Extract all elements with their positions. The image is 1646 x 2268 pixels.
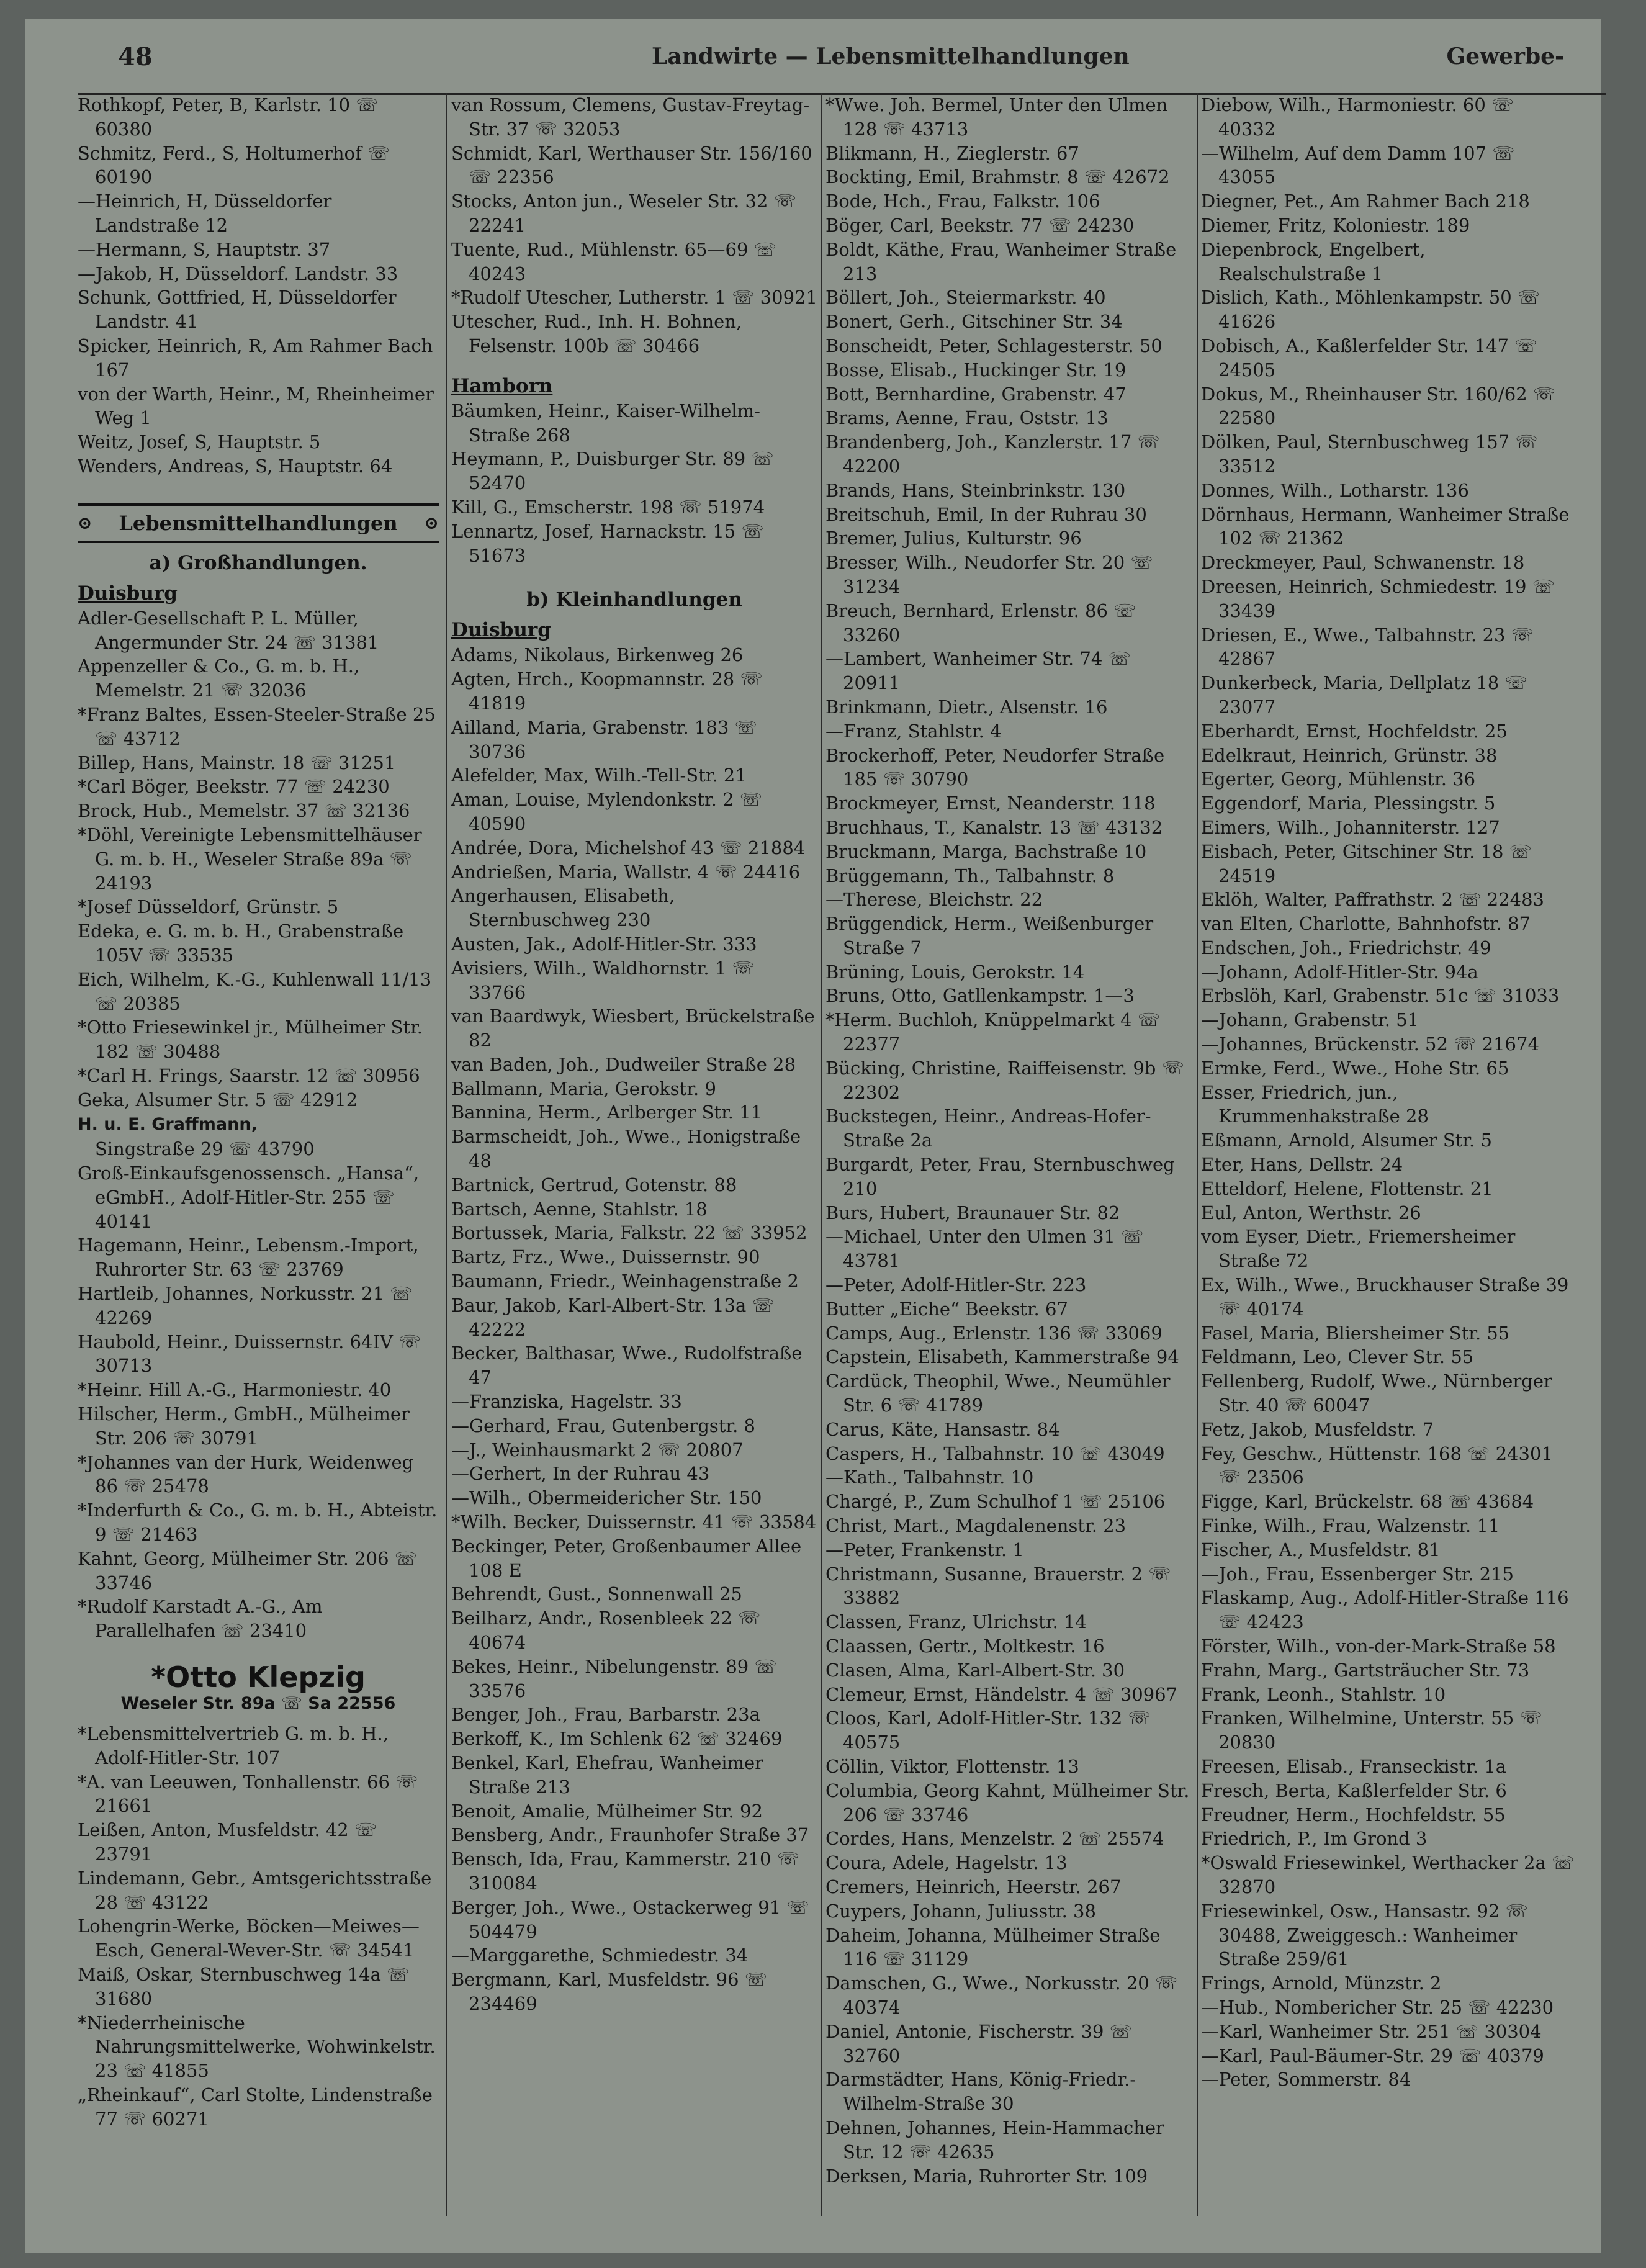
directory-entry: Kahnt, Georg, Mülheimer Str. 206 ☏ 33746 — [78, 1547, 418, 1593]
directory-entry: Ermke, Ferd., Wwe., Hohe Str. 65 — [1201, 1057, 1509, 1079]
entry-graffmann — [78, 1112, 439, 1161]
directory-entry: Lennartz, Josef, Harnackstr. 15 ☏ 51673 — [451, 520, 764, 566]
directory-entry: —Kath., Talbahnstr. 10 — [825, 1467, 1034, 1488]
directory-entry: Berkoff, K., Im Schlenk 62 ☏ 32469 — [451, 1728, 783, 1750]
directory-entry: Behrendt, Gust., Sonnenwall 25 — [451, 1583, 742, 1605]
directory-entry: Hagemann, Heinr., Lebensm.-Import, Ruhrorter Str. 63 ☏ 23769 — [78, 1235, 419, 1280]
directory-entry: Benger, Joh., Frau, Barbarstr. 23a — [451, 1704, 760, 1726]
entry-list — [451, 399, 817, 568]
directory-entry: Egerter, Georg, Mühlenstr. 36 — [1201, 768, 1476, 790]
ad-name: *Otto Klepzig — [151, 1660, 366, 1694]
directory-entry: *Wilh. Becker, Duissernstr. 41 ☏ 33584 — [451, 1511, 817, 1533]
entry-list — [451, 643, 817, 2015]
directory-entry: —Franz, Stahlstr. 4 — [825, 720, 1002, 742]
directory-entry: Breitschuh, Emil, In der Ruhrau 30 — [825, 503, 1147, 525]
directory-entry: —Johann, Grabenstr. 51 — [1201, 1009, 1419, 1031]
column-4 — [1201, 93, 1576, 2216]
directory-entry: Blikmann, H., Zieglerstr. 67 — [825, 142, 1079, 164]
entry-list — [78, 93, 439, 479]
directory-entry: Berger, Joh., Wwe., Ostackerweg 91 ☏ 504479 — [451, 1896, 809, 1942]
directory-entry: Spicker, Heinrich, R, Am Rahmer Bach 167 — [78, 335, 433, 380]
directory-entry: Billep, Hans, Mainstr. 18 ☏ 31251 — [78, 752, 396, 773]
directory-entry: Beilharz, Andr., Rosenbleek 22 ☏ 40674 — [451, 1608, 761, 1654]
subsection-heading: b) Kleinhandlungen — [526, 588, 742, 611]
entry-list — [451, 93, 817, 358]
directory-entry: *Inderfurth & Co., G. m. b. H., Abteistr. 9 ☏ 21463 — [78, 1500, 438, 1546]
column-divider — [821, 93, 822, 2216]
section-title: Lebensmittelhandlungen — [119, 511, 398, 535]
directory-entry: Damschen, G., Wwe., Norkusstr. 20 ☏ 40374 — [825, 1973, 1178, 2018]
directory-entry: —Marggarethe, Schmiedestr. 34 — [451, 1945, 749, 1966]
directory-entry: Brockmeyer, Ernst, Neanderstr. 118 — [825, 793, 1156, 814]
directory-entry: —Hub., Nombericher Str. 25 ☏ 42230 — [1201, 1996, 1554, 2018]
directory-entry: Eggendorf, Maria, Plessingstr. 5 — [1201, 793, 1496, 814]
directory-entry: van Elten, Charlotte, Bahnhofstr. 87 — [1201, 913, 1531, 935]
directory-entry: Benkel, Karl, Ehefrau, Wanheimer Straße 213 — [451, 1752, 764, 1798]
section-heading: ⊙ Lebensmittelhandlungen ⊙ — [78, 503, 439, 543]
directory-entry: Schmitz, Ferd., S, Holtumerhof ☏ 60190 — [78, 142, 390, 188]
directory-entry: Lindemann, Gebr., Amtsgerichtsstraße 28 ☏ 43122 — [78, 1867, 432, 1913]
directory-entry: Derksen, Maria, Ruhrorter Str. 109 — [825, 2165, 1148, 2187]
directory-entry: Becker, Balthasar, Wwe., Rudolfstraße 47 — [451, 1343, 803, 1388]
advertisement — [78, 1660, 439, 1713]
directory-entry: Dörnhaus, Hermann, Wanheimer Straße 102 ☏ 21362 — [1201, 503, 1570, 549]
directory-entry: Franken, Wilhelmine, Unterstr. 55 ☏ 20830 — [1201, 1708, 1542, 1753]
directory-entry: Bortussek, Maria, Falkstr. 22 ☏ 33952 — [451, 1222, 807, 1244]
directory-entry: Camps, Aug., Erlenstr. 136 ☏ 33069 — [825, 1322, 1163, 1344]
page-title: Landwirte — Lebensmittelhandlungen — [652, 43, 1130, 70]
directory-entry: Alefelder, Max, Wilh.-Tell-Str. 21 — [451, 765, 747, 786]
directory-entry: —Johannes, Brückenstr. 52 ☏ 21674 — [1201, 1033, 1539, 1055]
directory-entry: Burs, Hubert, Braunauer Str. 82 — [825, 1202, 1120, 1223]
city-heading: Duisburg — [451, 619, 551, 642]
directory-entry: Bensberg, Andr., Fraunhofer Straße 37 — [451, 1824, 809, 1846]
directory-entry: Bartz, Frz., Wwe., Duissernstr. 90 — [451, 1246, 760, 1268]
directory-entry: Bockting, Emil, Brahmstr. 8 ☏ 42672 — [825, 166, 1170, 188]
directory-entry: —Lambert, Wanheimer Str. 74 ☏ 20911 — [825, 648, 1131, 694]
directory-entry: Brinkmann, Dietr., Alsenstr. 16 — [825, 696, 1108, 718]
directory-entry: Utescher, Rud., Inh. H. Bohnen, Felsenstr. 100b ☏ 30466 — [451, 311, 742, 356]
directory-entry: Freesen, Elisab., Franseckistr. 1a — [1201, 1755, 1507, 1777]
directory-entry: —Wilhelm, Auf dem Damm 107 ☏ 43055 — [1201, 142, 1515, 188]
directory-entry: Appenzeller & Co., G. m. b. H., Memelstr. 21 ☏ 32036 — [78, 655, 360, 701]
directory-entry: Eberhardt, Ernst, Hochfeldstr. 25 — [1201, 720, 1508, 742]
directory-entry: Fellenberg, Rudolf, Wwe., Nürnberger Str. 40 ☏ 60047 — [1201, 1370, 1552, 1416]
directory-entry: Butter „Eiche“ Beekstr. 67 — [825, 1298, 1068, 1320]
entry-list — [78, 1722, 439, 2131]
directory-entry: Dölken, Paul, Sternbuschweg 157 ☏ 33512 — [1201, 431, 1538, 477]
directory-entry: Eisbach, Peter, Gitschiner Str. 18 ☏ 24519 — [1201, 840, 1532, 886]
directory-entry: —Michael, Unter den Ulmen 31 ☏ 43781 — [825, 1226, 1144, 1272]
directory-entry: Cloos, Karl, Adolf-Hitler-Str. 132 ☏ 40575 — [825, 1708, 1151, 1753]
directory-entry: —Karl, Paul-Bäumer-Str. 29 ☏ 40379 — [1201, 2045, 1544, 2066]
directory-entry: Böllert, Joh., Steiermarkstr. 40 — [825, 287, 1106, 308]
directory-entry: Brockerhoff, Peter, Neudorfer Straße 185 ☏ 30790 — [825, 744, 1165, 790]
directory-entry: van Baardwyk, Wiesbert, Brückelstraße 82 — [451, 1006, 815, 1051]
directory-entry: —Gerhard, Frau, Gutenbergstr. 8 — [451, 1415, 755, 1436]
directory-entry: *Rudolf Karstadt A.-G., Am Parallelhafen ☏ 23410 — [78, 1596, 323, 1642]
directory-entry: Feldmann, Leo, Clever Str. 55 — [1201, 1346, 1474, 1368]
directory-entry: *Rudolf Utescher, Lutherstr. 1 ☏ 30921 — [451, 287, 817, 308]
directory-entry: Edelkraut, Heinrich, Grünstr. 38 — [1201, 744, 1498, 766]
directory-entry: Bruns, Otto, Gatllenkampstr. 1—3 — [825, 985, 1135, 1007]
directory-entry: Etteldorf, Helene, Flottenstr. 21 — [1201, 1177, 1493, 1199]
directory-entry: Baumann, Friedr., Weinhagenstraße 2 — [451, 1271, 799, 1292]
directory-entry: Fischer, A., Musfeldstr. 81 — [1201, 1539, 1441, 1560]
directory-entry: Bremer, Julius, Kulturstr. 96 — [825, 528, 1082, 549]
directory-entry: Ex, Wilh., Wwe., Bruckhauser Straße 39 ☏ 40174 — [1201, 1274, 1569, 1320]
directory-entry: Brüggendick, Herm., Weißenburger Straße 7 — [825, 913, 1154, 958]
directory-entry: Cuypers, Johann, Juliusstr. 38 — [825, 1900, 1096, 1922]
directory-entry: Dunkerbeck, Maria, Dellplatz 18 ☏ 23077 — [1201, 672, 1527, 718]
directory-entry: *Niederrheinische Nahrungsmittelwerke, Wohwinkelstr. 23 ☏ 41855 — [78, 2012, 436, 2082]
directory-entry: Figge, Karl, Brückelstr. 68 ☏ 43684 — [1201, 1491, 1534, 1513]
directory-entry: Classen, Franz, Ulrichstr. 14 — [825, 1611, 1087, 1633]
directory-entry: *Heinr. Hill A.-G., Harmoniestr. 40 — [78, 1379, 392, 1401]
directory-entry: Dreckmeyer, Paul, Schwanenstr. 18 — [1201, 552, 1525, 574]
directory-entry: Carus, Käte, Hansastr. 84 — [825, 1418, 1060, 1440]
directory-entry: Bresser, Wilh., Neudorfer Str. 20 ☏ 31234 — [825, 552, 1153, 597]
directory-entry: *Döhl, Vereinigte Lebensmittelhäuser G. m. b. H., Weseler Straße 89a ☏ 24193 — [78, 824, 422, 894]
directory-entry: vom Eyser, Dietr., Friemersheimer Straße 72 — [1201, 1226, 1516, 1272]
directory-entry: Christ, Mart., Magdalenenstr. 23 — [825, 1515, 1127, 1537]
entry-list — [1201, 93, 1576, 2092]
directory-entry: Kill, G., Emscherstr. 198 ☏ 51974 — [451, 496, 765, 518]
subsection-heading: a) Großhandlungen. — [149, 551, 367, 574]
entry-list — [78, 1161, 439, 1643]
city-heading: Hamborn — [451, 374, 553, 397]
directory-entry: *Herm. Buchloh, Knüppelmarkt 4 ☏ 22377 — [825, 1009, 1161, 1055]
directory-entry: Burgardt, Peter, Frau, Sternbuschweg 210 — [825, 1154, 1175, 1199]
directory-entry: —Joh., Frau, Essenberger Str. 215 — [1201, 1563, 1514, 1585]
directory-entry: Leißen, Anton, Musfeldstr. 42 ☏ 23791 — [78, 1819, 377, 1865]
directory-entry: *Franz Baltes, Essen-Steeler-Straße 25 ☏ 43712 — [78, 703, 436, 749]
directory-entry: *Oswald Friesewinkel, Werthacker 2a ☏ 32870 — [1201, 1852, 1575, 1897]
page-header — [56, 36, 1564, 73]
directory-entry: Diegner, Pet., Am Rahmer Bach 218 — [1201, 191, 1530, 212]
directory-entry: *Otto Friesewinkel jr., Mülheimer Str. 182 ☏ 30488 — [78, 1017, 423, 1063]
directory-entry: —Peter, Sommerstr. 84 — [1201, 2069, 1411, 2090]
directory-entry: Groß-Einkaufsgenossensch. „Hansa“, eGmbH., Adolf-Hitler-Str. 255 ☏ 40141 — [78, 1163, 420, 1232]
directory-entry: Bonscheidt, Peter, Schlagesterstr. 50 — [825, 335, 1163, 356]
entry-list — [825, 93, 1192, 2188]
page-number: 48 — [118, 42, 153, 71]
directory-entry: Hartleib, Johannes, Norkusstr. 21 ☏ 42269 — [78, 1283, 413, 1328]
directory-entry: Edeka, e. G. m. b. H., Grabenstraße 105V ☏ 33535 — [78, 920, 404, 966]
directory-entry: Darmstädter, Hans, König-Friedr.-Wilhelm-Straße 30 — [825, 2069, 1136, 2115]
directory-entry: Bergmann, Karl, Musfeldstr. 96 ☏ 234469 — [451, 1969, 768, 2014]
directory-entry: Freudner, Herm., Hochfeldstr. 55 — [1201, 1804, 1506, 1825]
column-divider — [1197, 93, 1198, 2216]
directory-entry: Brands, Hans, Steinbrinkstr. 130 — [825, 479, 1126, 501]
directory-entry: —Gerhert, In der Ruhrau 43 — [451, 1463, 710, 1485]
directory-entry: Bücking, Christine, Raiffeisenstr. 9b ☏ 22302 — [825, 1057, 1184, 1103]
directory-entry: Eimers, Wilh., Johanniterstr. 127 — [1201, 816, 1500, 838]
directory-entry: Schunk, Gottfried, H, Düsseldorfer Landstr. 41 — [78, 287, 397, 333]
directory-entry: Eter, Hans, Dellstr. 24 — [1201, 1154, 1403, 1176]
directory-entry: Bannina, Herm., Arlberger Str. 11 — [451, 1102, 763, 1123]
ad-address: Weseler Str. 89a ☏ Sa 22556 — [120, 1694, 396, 1714]
directory-entry: Baur, Jakob, Karl-Albert-Str. 13a ☏ 42222 — [451, 1294, 775, 1340]
directory-entry: Bonert, Gerh., Gitschiner Str. 34 — [825, 311, 1123, 333]
directory-entry: Donnes, Wilh., Lotharstr. 136 — [1201, 479, 1469, 501]
directory-entry: Bekes, Heinr., Nibelungenstr. 89 ☏ 33576 — [451, 1655, 777, 1701]
directory-entry: Dehnen, Johannes, Hein-Hammacher Str. 12 ☏ 42635 — [825, 2117, 1164, 2162]
directory-entry: Frank, Leonh., Stahlstr. 10 — [1201, 1683, 1446, 1705]
directory-entry: Esser, Friedrich, jun., Krummenhakstraße 28 — [1201, 1081, 1429, 1127]
directory-entry: Stocks, Anton jun., Weseler Str. 32 ☏ 22241 — [451, 191, 796, 236]
directory-entry: Buckstegen, Heinr., Andreas-Hofer-Straße 2a — [825, 1105, 1151, 1151]
directory-entry: Friedrich, P., Im Grond 3 — [1201, 1828, 1428, 1850]
directory-entry: Aman, Louise, Mylendonkstr. 2 ☏ 40590 — [451, 789, 763, 834]
directory-entry: —Wilh., Obermeidericher Str. 150 — [451, 1487, 762, 1509]
directory-entry: *A. van Leeuwen, Tonhallenstr. 66 ☏ 21661 — [78, 1771, 418, 1817]
directory-entry: Beckinger, Peter, Großenbaumer Allee 108 E — [451, 1535, 802, 1581]
directory-entry: Brüning, Louis, Gerokstr. 14 — [825, 961, 1085, 983]
directory-entry: Columbia, Georg Kahnt, Mülheimer Str. 206 ☏ 33746 — [825, 1780, 1190, 1825]
directory-entry: Angerhausen, Elisabeth, Sternbuschweg 230 — [451, 885, 675, 931]
directory-entry: Fasel, Maria, Bliersheimer Str. 55 — [1201, 1322, 1510, 1344]
directory-entry: Ailland, Maria, Grabenstr. 183 ☏ 30736 — [451, 716, 757, 762]
directory-entry: Tuente, Rud., Mühlenstr. 65—69 ☏ 40243 — [451, 238, 776, 284]
directory-entry: —Therese, Bleichstr. 22 — [825, 889, 1043, 911]
directory-entry: Diepenbrock, Engelbert, Realschulstraße 1 — [1201, 238, 1426, 284]
directory-entry: Bode, Hch., Frau, Falkstr. 106 — [825, 191, 1100, 212]
running-head-right: Gewerbe- — [1446, 43, 1564, 70]
directory-entry: Bosse, Elisab., Huckinger Str. 19 — [825, 359, 1127, 380]
directory-entry: Christmann, Susanne, Brauerstr. 2 ☏ 33882 — [825, 1563, 1171, 1609]
directory-entry: Andrießen, Maria, Wallstr. 4 ☏ 24416 — [451, 861, 801, 883]
directory-entry: Fetz, Jakob, Musfeldstr. 7 — [1201, 1418, 1434, 1440]
directory-entry: —Peter, Frankenstr. 1 — [825, 1539, 1024, 1560]
directory-entry: Dobisch, A., Kaßlerfelder Str. 147 ☏ 24505 — [1201, 335, 1537, 380]
directory-entry: Böger, Carl, Beekstr. 77 ☏ 24230 — [825, 214, 1135, 236]
directory-entry: Erbslöh, Karl, Grabenstr. 51c ☏ 31033 — [1201, 985, 1560, 1007]
directory-entry: Flaskamp, Aug., Adolf-Hitler-Straße 116 ☏ 42423 — [1201, 1587, 1569, 1633]
directory-entry: Coura, Adele, Hagelstr. 13 — [825, 1852, 1068, 1874]
directory-entry: *Carl Böger, Beekstr. 77 ☏ 24230 — [78, 776, 390, 798]
directory-entry: van Rossum, Clemens, Gustav-Freytag-Str. 37 ☏ 32053 — [451, 94, 810, 140]
directory-entry: Ballmann, Maria, Gerokstr. 9 — [451, 1078, 716, 1099]
directory-entry: Andrée, Dora, Michelshof 43 ☏ 21884 — [451, 837, 806, 858]
directory-entry: Dreesen, Heinrich, Schmiedestr. 19 ☏ 33439 — [1201, 575, 1555, 621]
directory-entry: Bruchhaus, T., Kanalstr. 13 ☏ 43132 — [825, 816, 1163, 838]
directory-entry: —Heinrich, H, Düsseldorfer Landstraße 12 — [78, 191, 332, 236]
directory-entry: —Peter, Adolf-Hitler-Str. 223 — [825, 1274, 1087, 1296]
directory-entry: —Franziska, Hagelstr. 33 — [451, 1391, 682, 1413]
directory-entry: Daheim, Johanna, Mülheimer Straße 116 ☏ 31129 — [825, 1924, 1161, 1970]
directory-entry: Cordes, Hans, Menzelstr. 2 ☏ 25574 — [825, 1828, 1164, 1850]
directory-entry: Weitz, Josef, S, Hauptstr. 5 — [78, 431, 321, 453]
column-3 — [825, 93, 1192, 2216]
directory-entry: Bruckmann, Marga, Bachstraße 10 — [825, 840, 1147, 862]
directory-entry: Capstein, Elisabeth, Kammerstraße 94 — [825, 1346, 1179, 1368]
directory-entry: —Johann, Adolf-Hitler-Str. 94a — [1201, 961, 1478, 983]
directory-entry: Heymann, P., Duisburger Str. 89 ☏ 52470 — [451, 448, 774, 494]
directory-entry: Boldt, Käthe, Frau, Wanheimer Straße 213 — [825, 238, 1177, 284]
directory-entry: Eklöh, Walter, Paffrathstr. 2 ☏ 22483 — [1201, 889, 1545, 911]
directory-entry: *Carl H. Frings, Saarstr. 12 ☏ 30956 — [78, 1064, 420, 1086]
directory-entry: Daniel, Antonie, Fischerstr. 39 ☏ 32760 — [825, 2020, 1132, 2066]
directory-entry: Brams, Aenne, Frau, Oststr. 13 — [825, 407, 1109, 429]
directory-entry: *Josef Düsseldorf, Grünstr. 5 — [78, 896, 339, 918]
directory-entry: Bartnick, Gertrud, Gotenstr. 88 — [451, 1174, 737, 1195]
directory-entry: Chargé, P., Zum Schulhof 1 ☏ 25106 — [825, 1491, 1166, 1513]
directory-entry: Friesewinkel, Osw., Hansastr. 92 ☏ 30488, Zweiggesch.: Wanheimer Straße 259/61 — [1201, 1900, 1528, 1970]
directory-entry: Eßmann, Arnold, Alsumer Str. 5 — [1201, 1130, 1492, 1151]
directory-entry: Benoit, Amalie, Mülheimer Str. 92 — [451, 1800, 763, 1822]
directory-entry: Cardück, Theophil, Wwe., Neumühler Str. 6 ☏ 41789 — [825, 1370, 1171, 1416]
directory-entry: Schmidt, Karl, Werthauser Str. 156/160 ☏ 22356 — [451, 142, 812, 188]
directory-entry: —J., Weinhausmarkt 2 ☏ 20807 — [451, 1439, 744, 1460]
directory-entry: Agten, Hrch., Koopmannstr. 28 ☏ 41819 — [451, 668, 763, 714]
column-1 — [78, 93, 439, 2216]
directory-entry: Adler-Gesellschaft P. L. Müller, Angermunder Str. 24 ☏ 31381 — [78, 607, 379, 653]
entry-name: H. u. E. Graffmann, — [78, 1115, 258, 1135]
directory-entry: Brüggemann, Th., Talbahnstr. 8 — [825, 865, 1115, 886]
directory-entry: van Baden, Joh., Dudweiler Straße 28 — [451, 1053, 796, 1075]
column-2 — [451, 93, 817, 2216]
directory-entry: Breuch, Bernhard, Erlenstr. 86 ☏ 33260 — [825, 600, 1136, 646]
directory-entry: *Lebensmittelvertrieb G. m. b. H., Adolf-Hitler-Str. 107 — [78, 1723, 389, 1768]
directory-entry: *Wwe. Joh. Bermel, Unter den Ulmen 128 ☏ 43713 — [825, 94, 1168, 140]
directory-entry: Bartsch, Aenne, Stahlstr. 18 — [451, 1198, 708, 1220]
directory-entry: Clemeur, Ernst, Händelstr. 4 ☏ 30967 — [825, 1683, 1178, 1705]
directory-entry: Fey, Geschw., Hüttenstr. 168 ☏ 24301 ☏ 23506 — [1201, 1442, 1553, 1488]
directory-entry: Clasen, Alma, Karl-Albert-Str. 30 — [825, 1659, 1125, 1681]
directory-entry: Frahn, Marg., Gartsträucher Str. 73 — [1201, 1659, 1530, 1681]
directory-entry: Caspers, H., Talbahnstr. 10 ☏ 43049 — [825, 1442, 1165, 1464]
directory-entry: Eich, Wilhelm, K.-G., Kuhlenwall 11/13 ☏ 20385 — [78, 968, 432, 1014]
directory-entry: Driesen, E., Wwe., Talbahnstr. 23 ☏ 42867 — [1201, 624, 1534, 670]
directory-entry: „Rheinkauf“, Carl Stolte, Lindenstraße 77 ☏ 60271 — [78, 2084, 433, 2130]
directory-entry: Maiß, Oskar, Sternbuschweg 14a ☏ 31680 — [78, 1963, 410, 2009]
column-divider — [446, 93, 447, 2216]
directory-entry: von der Warth, Heinr., M, Rheinheimer Weg 1 — [78, 383, 434, 429]
directory-entry: Bäumken, Heinr., Kaiser-Wilhelm-Straße 268 — [451, 400, 760, 446]
directory-entry: Diemer, Fritz, Koloniestr. 189 — [1201, 214, 1470, 236]
directory-entry: Rothkopf, Peter, B, Karlstr. 10 ☏ 60380 — [78, 94, 379, 140]
directory-entry: Finke, Wilh., Frau, Walzenstr. 11 — [1201, 1515, 1500, 1537]
directory-entry: Förster, Wilh., von-der-Mark-Straße 58 — [1201, 1636, 1556, 1657]
directory-entry: Barmscheidt, Joh., Wwe., Honigstraße 48 — [451, 1126, 801, 1172]
directory-entry: Cremers, Heinrich, Heerstr. 267 — [825, 1876, 1122, 1897]
directory-entry: Geka, Alsumer Str. 5 ☏ 42912 — [78, 1089, 358, 1110]
directory-entry: Avisiers, Wilh., Waldhornstr. 1 ☏ 33766 — [451, 957, 755, 1003]
directory-entry: Lohengrin-Werke, Böcken—Meiwes—Esch, General-Wever-Str. ☏ 34541 — [78, 1915, 420, 1961]
directory-entry: Bott, Bernhardine, Grabenstr. 47 — [825, 383, 1127, 405]
directory-entry: Frings, Arnold, Münzstr. 2 — [1201, 1973, 1442, 1994]
directory-entry: Fresch, Berta, Kaßlerfelder Str. 6 — [1201, 1780, 1507, 1801]
directory-entry: Endschen, Joh., Friedrichstr. 49 — [1201, 937, 1491, 958]
directory-entry: Cöllin, Viktor, Flottenstr. 13 — [825, 1755, 1079, 1777]
directory-entry: Hilscher, Herm., GmbH., Mülheimer Str. 206 ☏ 30791 — [78, 1403, 410, 1449]
directory-entry: Diebow, Wilh., Harmoniestr. 60 ☏ 40332 — [1201, 94, 1514, 140]
directory-entry: Brock, Hub., Memelstr. 37 ☏ 32136 — [78, 800, 410, 822]
directory-entry: Brandenberg, Joh., Kanzlerstr. 17 ☏ 42200 — [825, 431, 1160, 477]
directory-entry: Eul, Anton, Werthstr. 26 — [1201, 1202, 1421, 1223]
directory-entry: Wenders, Andreas, S, Hauptstr. 64 — [78, 455, 393, 477]
entry-address: Singstraße 29 ☏ 43790 — [95, 1138, 315, 1160]
directory-entry: Haubold, Heinr., Duissernstr. 64IV ☏ 30713 — [78, 1331, 421, 1377]
directory-entry: Dislich, Kath., Möhlenkampstr. 50 ☏ 41626 — [1201, 287, 1540, 333]
directory-entry: —Jakob, H, Düsseldorf. Landstr. 33 — [78, 263, 398, 284]
directory-entry: —Hermann, S, Hauptstr. 37 — [78, 238, 331, 260]
directory-entry: Claassen, Gertr., Moltkestr. 16 — [825, 1636, 1105, 1657]
directory-entry: *Johannes van der Hurk, Weidenweg 86 ☏ 25478 — [78, 1451, 414, 1497]
entry-list — [78, 606, 439, 1112]
directory-entry: Bensch, Ida, Frau, Kammerstr. 210 ☏ 310084 — [451, 1848, 799, 1894]
city-heading: Duisburg — [78, 582, 178, 605]
directory-entry: Austen, Jak., Adolf-Hitler-Str. 333 — [451, 933, 757, 955]
directory-entry: Adams, Nikolaus, Birkenweg 26 — [451, 644, 744, 666]
directory-entry: Dokus, M., Rheinhauser Str. 160/62 ☏ 22580 — [1201, 383, 1556, 429]
directory-entry: —Karl, Wanheimer Str. 251 ☏ 30304 — [1201, 2020, 1542, 2042]
